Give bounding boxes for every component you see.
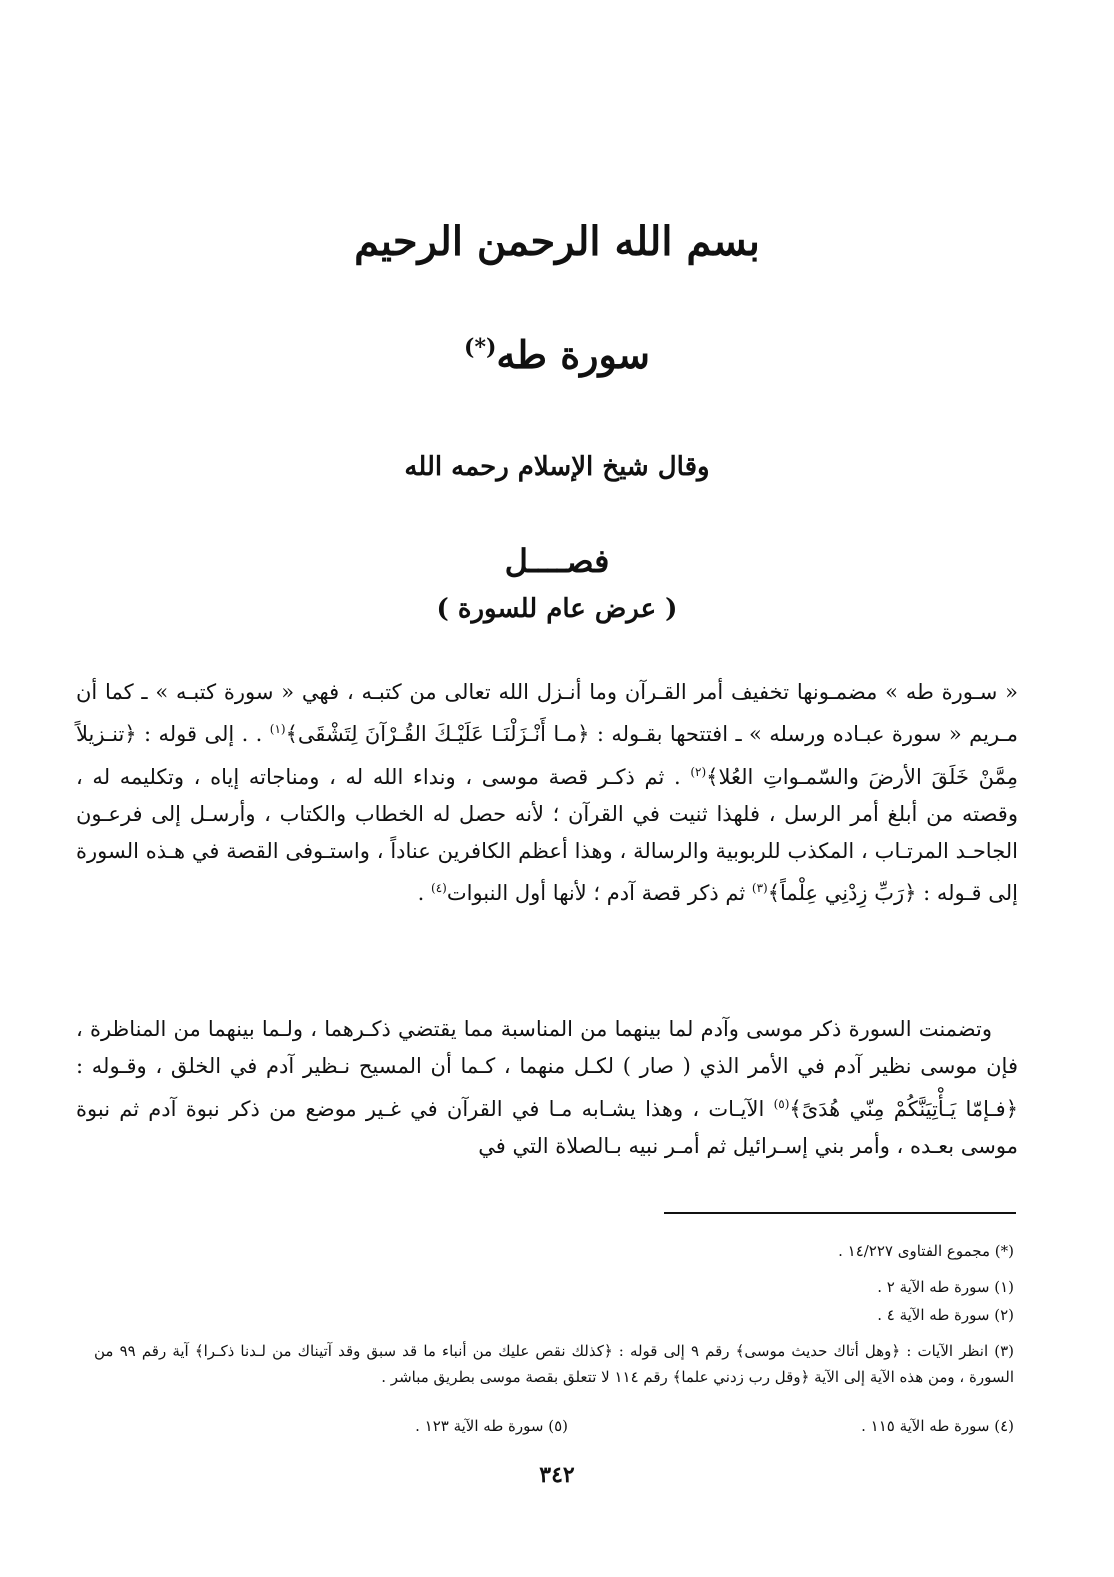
paragraph-text [76, 674, 1018, 913]
text-run: وتضمنت السورة ذكر موسى وآدم لما بينهما من المناسبة مما يقتضي ذكـرهما ، ولـما بينهما من المناظرة ، فإن موسى نظير آدم في الأمر الذي ( صار ) لكـل منهما ، كـما أن المسيح نـظير آدم في الخلق ، وقـوله : ﴿فـإمّا يَـأْتِيَنَّكُمْ مِنّي هُدَىً﴾ [76, 1017, 1019, 1121]
footnote-3: (٣) انظر الآيات : ﴿وهل أتاك حديث موسى﴾ رقم ٩ إلى قوله : ﴿كذلك نقص عليك من أنباء ما قد سبق وقد آتيناك من لـدنا ذكـرا﴾ آية رقم ٩٩ من السورة ، ومن هذه الآية إلى الآية ﴿وقل رب زدني علما﴾ رقم ١١٤ لا تتعلق بقصة موسى بطريق مباشر . [94, 1342, 1014, 1386]
footnote-ref-1[interactable]: (١) [269, 722, 286, 737]
text-run: . [417, 881, 432, 906]
section-heading: فصــــل [504, 542, 610, 580]
surah-title [0, 332, 1114, 377]
body-paragraph-2 [76, 1011, 1018, 1165]
text-run: . ثم ذكـر قصة موسى ، ونداء الله له ، ومناجاته إياه ، وتكليمه له ، وقصته من أبلغ أمر الرسل ، فلهذا ثنيت في القرآن ؛ لأنه حصل له الخطاب والكتاب ، وأرسـل إلى فرعـون الجاحـد المرتـاب ، المكذب للربوبية والرسالة ، وهذا أعظم الكافرين عناداً ، واستـوفى القصة في هـذه السورة إلى قـوله : ﴿رَبِّ زِدْنِي عِلْماً﴾ [76, 764, 1018, 906]
surah-title-footnote-marker[interactable]: (*) [464, 334, 497, 361]
footnote-divider [664, 1212, 1016, 1214]
text-run: الآيـات ، وهذا يشـابه مـا في القرآن في غـير موضع من ذكر نبوة آدم ثم نبوة موسى بعـده ، وأمر بني إسـرائيل ثم أمـر نبيه بـالصلاة التي في [76, 1096, 1018, 1158]
footnote-star: (*) مجموع الفتاوى ١٤/٢٢٧ . [838, 1242, 1014, 1260]
text-run: « سـورة طه » مضمـونها تخفيف أمر القـرآن وما أنـزل الله تعالى من كتبـه ، فهي « سورة كتبـه » ـ كما أن مـريم « سورة عبـاده ورسله » ـ افتتحها بقـوله : ﴿مـا أَنْـزَلْنَـا عَلَيْـكَ القُـرْآنَ لِتَشْقَى﴾ [76, 680, 1018, 747]
footnote-2: (٢) سورة طه الآية ٤ . [877, 1306, 1014, 1324]
footnote-1: (١) سورة طه الآية ٢ . [877, 1278, 1014, 1296]
footnote-ref-4[interactable]: (٤) [431, 881, 447, 896]
author-line: وقال شيخ الإسلام رحمه الله [404, 452, 710, 482]
paragraph-text [76, 1011, 1018, 1165]
footnote-ref-5[interactable]: (٥) [773, 1096, 790, 1111]
footnote-4: (٤) سورة طه الآية ١١٥ . [861, 1417, 1014, 1435]
footnote-5: (٥) سورة طه الآية ١٢٣ . [415, 1417, 568, 1435]
text-run: ثم ذكر قصة آدم ؛ لأنها أول النبوات [446, 881, 752, 906]
section-subheading: ( عرض عام للسورة ) [436, 594, 678, 624]
page-number: ٣٤٢ [539, 1462, 575, 1488]
body-paragraph-1 [76, 674, 1018, 913]
footnote-ref-2[interactable]: (٢) [690, 764, 707, 779]
basmala-heading: بسم الله الرحمن الرحيم [354, 218, 760, 265]
footnote-ref-3[interactable]: (٣) [751, 881, 768, 896]
text-run: . . إلى قوله : ﴿تنـزيلاً مِمَّنْ خَلَقَ الأرضَ والسّمـواتِ العُلا﴾ [76, 722, 1018, 789]
surah-title-text: سورة طه [496, 332, 650, 377]
